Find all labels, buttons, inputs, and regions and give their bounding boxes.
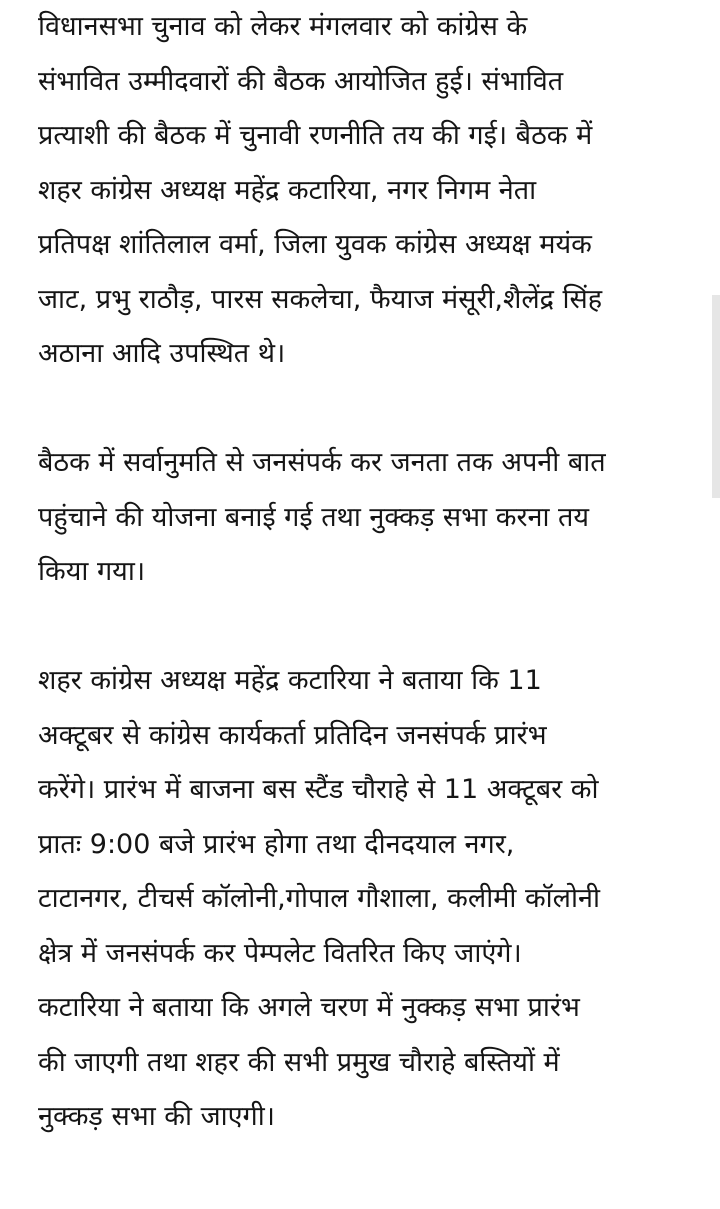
text-line: प्रत्याशी की बैठक में चुनावी रणनीति तय की गई। बैठक में: [38, 120, 593, 151]
text-line: जाट, प्रभु राठौड़, पारस सकलेचा, फैयाज मंसूरी,शैलेंद्र सिंह: [38, 283, 603, 315]
paragraph-gap: [38, 382, 688, 437]
text-line: टाटानगर, टीचर्स कॉलोनी,गोपाल गौशाला, कलीमी कॉलोनी: [38, 883, 600, 914]
text-line: क्षेत्र में जनसंपर्क कर पेम्पलेट वितरित किए जाएंगे।: [38, 937, 522, 969]
paragraph-1: [38, 0, 688, 382]
text-line: अठाना आदि उपस्थित थे।: [38, 338, 286, 369]
text-line: पहुंचाने की योजना बनाई गई तथा नुक्कड़ सभा करना तय: [38, 501, 590, 533]
text-line: कटारिया ने बताया कि अगले चरण में नुक्कड़ सभा प्रारंभ: [38, 992, 580, 1023]
text-line: विधानसभा चुनाव को लेकर मंगलवार को कांग्रेस के: [38, 11, 528, 42]
text-line: अक्टूबर से कांग्रेस कार्यकर्ता प्रतिदिन जनसंपर्क प्रारंभ: [38, 719, 547, 751]
article-body: [38, 0, 688, 1145]
scrollbar[interactable]: [712, 295, 720, 498]
text-line: करेंगे। प्रारंभ में बाजना बस स्टैंड चौराहे से 11 अक्टूबर को: [38, 774, 599, 805]
text-line: संभावित उम्मीदवारों की बैठक आयोजित हुई। संभावित: [38, 65, 564, 97]
paragraph-2: [38, 436, 688, 600]
paragraph-gap: [38, 600, 688, 655]
text-line: प्रातः 9:00 बजे प्रारंभ होगा तथा दीनदयाल नगर,: [38, 828, 515, 860]
text-line: बैठक में सर्वानुमति से जनसंपर्क कर जनता तक अपनी बात: [38, 447, 606, 478]
text-line: शहर कांग्रेस अध्यक्ष महेंद्र कटारिया, नगर निगम नेता: [38, 174, 537, 206]
text-line: नुक्कड़ सभा की जाएगी।: [38, 1101, 275, 1132]
text-line: की जाएगी तथा शहर की सभी प्रमुख चौराहे बस्तियों में: [38, 1046, 560, 1078]
text-line: प्रतिपक्ष शांतिलाल वर्मा, जिला युवक कांग्रेस अध्यक्ष मयंक: [38, 229, 592, 260]
paragraph-3: [38, 654, 688, 1145]
text-line: किया गया।: [38, 556, 146, 587]
text-line: शहर कांग्रेस अध्यक्ष महेंद्र कटारिया ने बताया कि 11: [38, 665, 542, 696]
